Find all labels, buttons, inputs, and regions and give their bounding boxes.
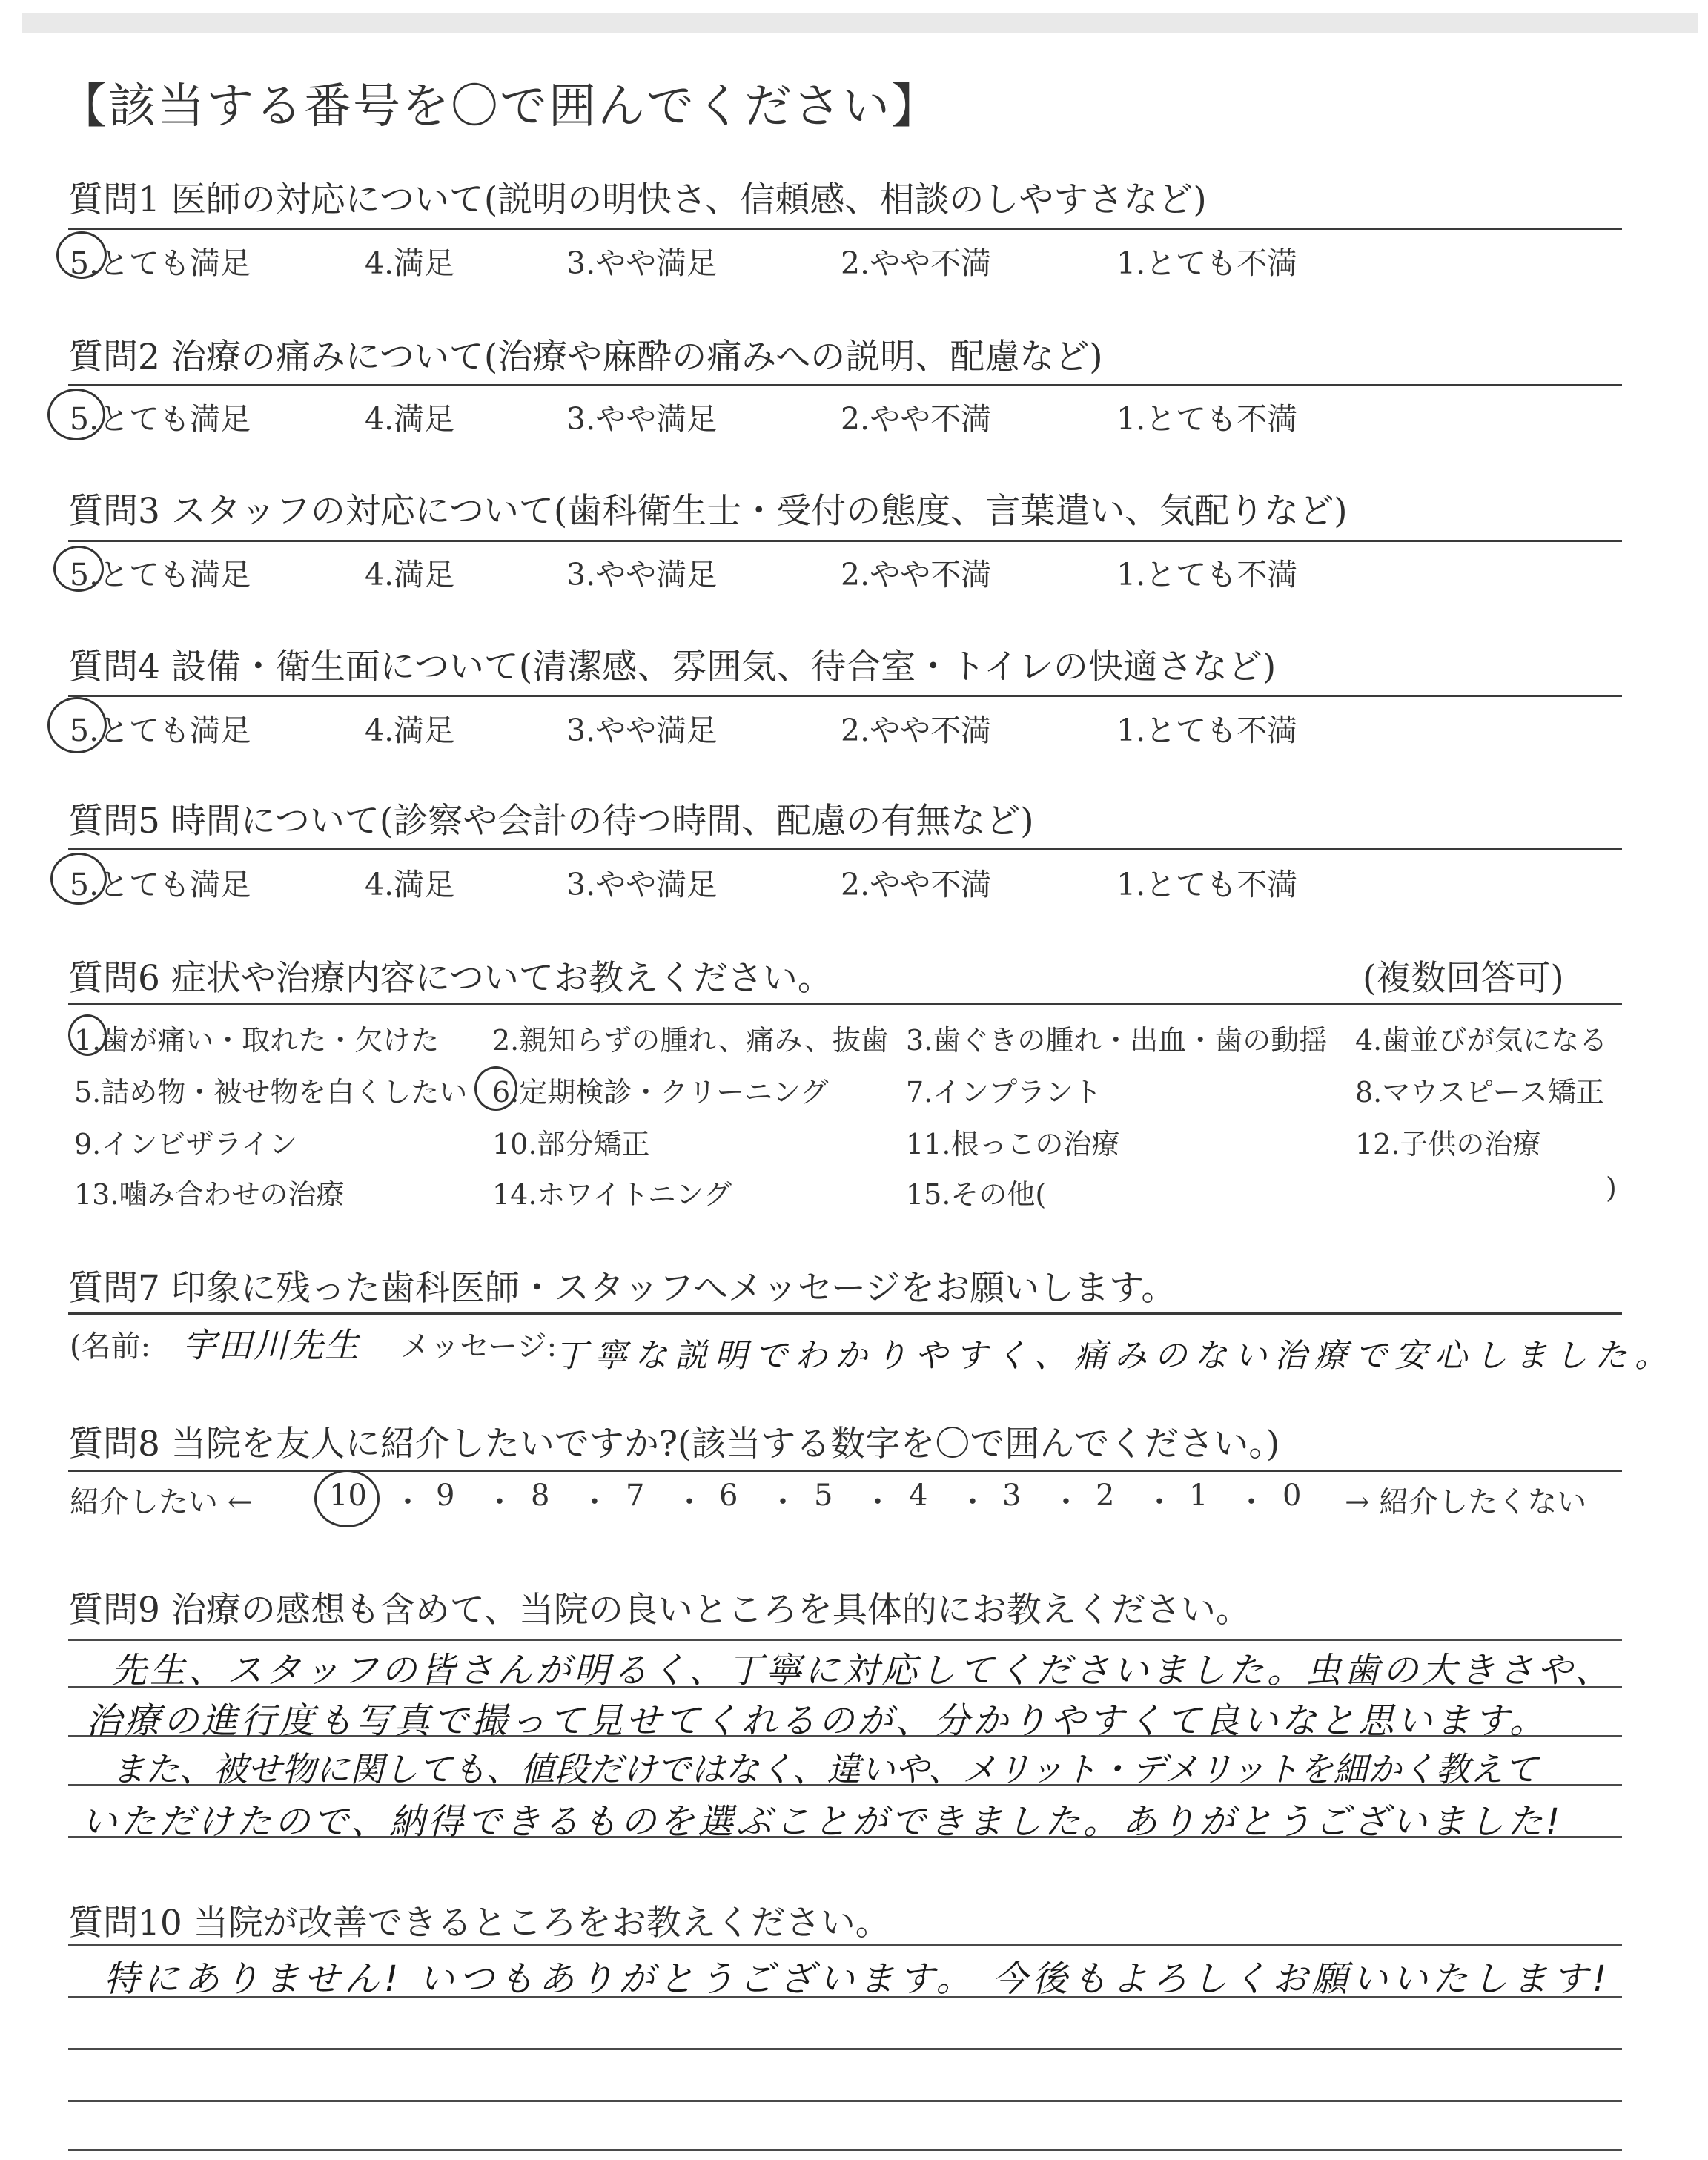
q2-option-4[interactable]: 4.満足 bbox=[365, 401, 455, 437]
q1-option-5[interactable]: 5.とても満足 bbox=[70, 245, 251, 281]
q8-scale-9[interactable]: 9 bbox=[436, 1479, 455, 1513]
q2-option-1[interactable]: 1.とても不満 bbox=[1116, 401, 1298, 437]
question-9-title: 質問9 治療の感想も含めて、当院の良いところを具体的にお教えください。 bbox=[68, 1590, 1251, 1631]
q4-option-1[interactable]: 1.とても不満 bbox=[1116, 713, 1298, 748]
q6-option-14[interactable]: 14.ホワイトニング bbox=[492, 1178, 732, 1211]
q8-scale-2[interactable]: 2 bbox=[1096, 1479, 1115, 1513]
q4-option-5[interactable]: 5.とても満足 bbox=[70, 713, 251, 748]
q1-option-1[interactable]: 1.とても不満 bbox=[1116, 245, 1298, 281]
q6-option-3[interactable]: 3.歯ぐきの腫れ・出血・歯の動揺 bbox=[906, 1024, 1328, 1057]
q6-option-12[interactable]: 12.子供の治療 bbox=[1355, 1128, 1541, 1160]
q6-option-9[interactable]: 9.インビザライン bbox=[74, 1128, 298, 1160]
q7-message-value[interactable]: 丁寧な説明でわかりやすく、痛みのない治療で安心しました。 bbox=[555, 1337, 1675, 1375]
q8-scale-3[interactable]: 3 bbox=[1002, 1479, 1022, 1513]
scan-top-band bbox=[22, 13, 1698, 33]
q4-selected-circle bbox=[47, 697, 107, 753]
q4-option-3[interactable]: 3.やや満足 bbox=[566, 713, 718, 748]
q8-scale-dot: ・ bbox=[580, 1485, 609, 1519]
q1-selected-circle bbox=[56, 231, 107, 279]
q8-scale-1[interactable]: 1 bbox=[1189, 1479, 1208, 1513]
question-3-rule bbox=[68, 540, 1622, 542]
q8-scale-4[interactable]: 4 bbox=[909, 1479, 928, 1513]
q9-answer-line-1[interactable]: 先生、スタッフの皆さんが明るく、丁寧に対応してくださいました。虫歯の大きさや、 bbox=[111, 1650, 1614, 1691]
q8-scale-7[interactable]: 7 bbox=[626, 1479, 645, 1513]
q3-option-4[interactable]: 4.満足 bbox=[365, 557, 455, 592]
q6-option-5[interactable]: 5.詰め物・被せ物を白くしたい bbox=[74, 1076, 468, 1109]
q6-selected-circle-1 bbox=[68, 1014, 107, 1056]
q6-option-10[interactable]: 10.部分矯正 bbox=[492, 1128, 650, 1160]
q8-scale-0[interactable]: 0 bbox=[1282, 1479, 1302, 1513]
q2-selected-circle bbox=[47, 389, 105, 440]
question-6-title: 質問6 症状や治療内容についてお教えください。 bbox=[68, 958, 833, 999]
q8-scale-dot: ・ bbox=[485, 1485, 514, 1519]
question-1-title: 質問1 医師の対応について(説明の明快さ、信頼感、相談のしやすさなど) bbox=[68, 179, 1207, 220]
q6-option-13[interactable]: 13.噛み合わせの治療 bbox=[74, 1178, 345, 1211]
question-7-rule bbox=[68, 1312, 1622, 1315]
q10-line-1 bbox=[68, 1944, 1622, 1946]
q6-option-8[interactable]: 8.マウスピース矯正 bbox=[1355, 1076, 1604, 1109]
q3-selected-circle bbox=[53, 546, 104, 592]
q8-scale-dot: ・ bbox=[393, 1485, 423, 1519]
question-2-title: 質問2 治療の痛みについて(治療や麻酔の痛みへの説明、配慮など) bbox=[68, 337, 1103, 377]
question-2-rule bbox=[68, 384, 1622, 386]
q6-option-11[interactable]: 11.根っこの治療 bbox=[906, 1128, 1120, 1160]
q8-right-label: → 紹介したくない bbox=[1345, 1485, 1587, 1519]
q5-option-2[interactable]: 2.やや不満 bbox=[841, 867, 992, 902]
q8-scale-dot: ・ bbox=[863, 1485, 893, 1519]
q1-option-2[interactable]: 2.やや不満 bbox=[841, 245, 992, 281]
q9-answer-line-3[interactable]: また、被せ物に関しても、値段だけではなく、違いや、メリット・デメリットを細かく教えて bbox=[111, 1749, 1538, 1789]
q8-scale-dot: ・ bbox=[768, 1485, 798, 1519]
q5-selected-circle bbox=[50, 853, 107, 905]
question-10-title: 質問10 当院が改善できるところをお教えください。 bbox=[68, 1903, 890, 1943]
q10-line-3 bbox=[68, 2048, 1622, 2050]
question-4-title: 質問4 設備・衛生面について(清潔感、雰囲気、待合室・トイレの快適さなど) bbox=[68, 647, 1277, 687]
q8-scale-dot: ・ bbox=[1051, 1485, 1081, 1519]
q10-line-4 bbox=[68, 2100, 1622, 2102]
q9-answer-line-2[interactable]: 治療の進行度も写真で撮って見せてくれるのが、分かりやすくて良いなと思います。 bbox=[86, 1700, 1549, 1742]
q8-scale-8[interactable]: 8 bbox=[531, 1479, 550, 1513]
q3-option-2[interactable]: 2.やや不満 bbox=[841, 557, 992, 592]
q9-answer-line-4[interactable]: いただけたので、納得できるものを選ぶことができました。ありがとうございました! bbox=[82, 1801, 1563, 1843]
q3-option-5[interactable]: 5.とても満足 bbox=[70, 557, 251, 592]
question-4-rule bbox=[68, 695, 1622, 697]
q1-option-3[interactable]: 3.やや満足 bbox=[566, 245, 718, 281]
q8-scale-dot: ・ bbox=[675, 1485, 704, 1519]
q10-line-5 bbox=[68, 2149, 1622, 2151]
question-3-title: 質問3 スタッフの対応について(歯科衛生士・受付の態度、言葉遣い、気配りなど) bbox=[68, 491, 1348, 532]
q7-name-value[interactable]: 宇田川先生 bbox=[182, 1325, 360, 1365]
q6-option-7[interactable]: 7.インプラント bbox=[906, 1076, 1102, 1109]
question-6-rule bbox=[68, 1003, 1622, 1005]
q8-scale-5[interactable]: 5 bbox=[814, 1479, 833, 1513]
q5-option-3[interactable]: 3.やや満足 bbox=[566, 867, 718, 902]
q1-option-4[interactable]: 4.満足 bbox=[365, 245, 455, 281]
q8-scale-dot: ・ bbox=[1145, 1485, 1174, 1519]
q6-option-4[interactable]: 4.歯並びが気になる bbox=[1355, 1024, 1608, 1057]
question-5-rule bbox=[68, 848, 1622, 850]
q5-option-1[interactable]: 1.とても不満 bbox=[1116, 867, 1298, 902]
q10-answer-line-1[interactable]: 特にありません! いつもありがとうございます。 今後もよろしくお願いいたします! bbox=[104, 1958, 1612, 2000]
q5-option-5[interactable]: 5.とても満足 bbox=[70, 867, 251, 902]
q6-option-2[interactable]: 2.親知らずの腫れ、痛み、抜歯 bbox=[492, 1024, 889, 1057]
q5-option-4[interactable]: 4.満足 bbox=[365, 867, 455, 902]
q8-scale-10[interactable]: 10 bbox=[329, 1479, 367, 1513]
question-6-note: (複数回答可) bbox=[1363, 958, 1564, 999]
q8-scale-6[interactable]: 6 bbox=[719, 1479, 738, 1513]
q6-option-6[interactable]: 6.定期検診・クリーニング bbox=[492, 1076, 829, 1109]
q8-selected-circle bbox=[314, 1470, 380, 1527]
q3-option-3[interactable]: 3.やや満足 bbox=[566, 557, 718, 592]
question-1-rule bbox=[68, 228, 1622, 230]
q8-scale-dot: ・ bbox=[958, 1485, 987, 1519]
question-8-title: 質問8 当院を友人に紹介したいですか?(該当する数字を〇で囲んでください。) bbox=[68, 1424, 1280, 1464]
q6-option-15[interactable]: 15.その他( bbox=[906, 1178, 1047, 1211]
q4-option-2[interactable]: 2.やや不満 bbox=[841, 713, 992, 748]
q8-scale-dot: ・ bbox=[1237, 1485, 1266, 1519]
q7-name-label: (名前: bbox=[70, 1330, 151, 1364]
q2-option-2[interactable]: 2.やや不満 bbox=[841, 401, 992, 437]
question-5-title: 質問5 時間について(診察や会計の待つ時間、配慮の有無など) bbox=[68, 801, 1034, 842]
question-7-title: 質問7 印象に残った歯科医師・スタッフへメッセージをお願いします。 bbox=[68, 1268, 1176, 1309]
q3-option-1[interactable]: 1.とても不満 bbox=[1116, 557, 1298, 592]
question-8-rule bbox=[68, 1470, 1622, 1472]
q2-option-5[interactable]: 5.とても満足 bbox=[70, 401, 251, 437]
q6-selected-circle-6 bbox=[474, 1066, 517, 1111]
q6-option-1[interactable]: 1.歯が痛い・取れた・欠けた bbox=[74, 1024, 440, 1057]
q2-option-3[interactable]: 3.やや満足 bbox=[566, 401, 718, 437]
q7-message-label: メッセージ: bbox=[400, 1330, 557, 1364]
q8-left-label: 紹介したい ← bbox=[70, 1485, 253, 1519]
form-heading: 【該当する番号を〇で囲んでください】 bbox=[59, 79, 940, 134]
q4-option-4[interactable]: 4.満足 bbox=[365, 713, 455, 748]
q6-option-15-close: ) bbox=[1606, 1172, 1617, 1204]
q9-line-1 bbox=[68, 1639, 1622, 1641]
